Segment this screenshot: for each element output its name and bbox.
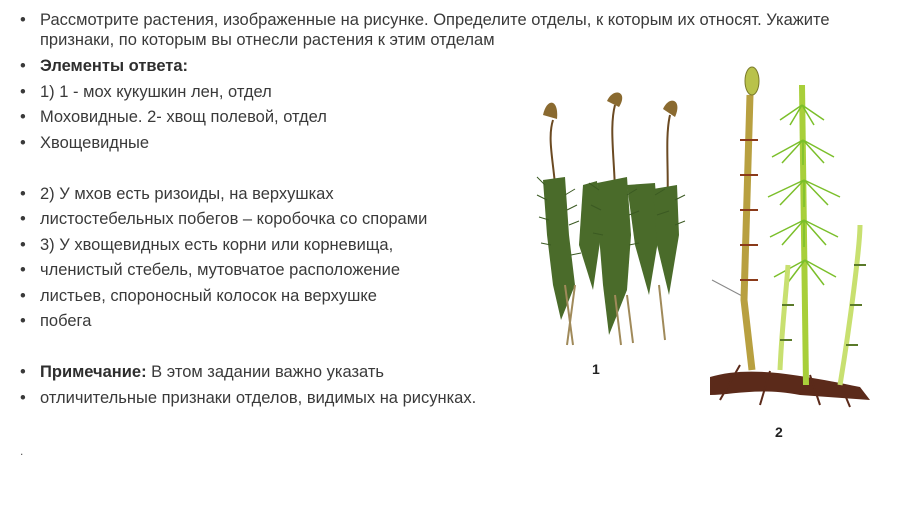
answer-line-text: побега	[40, 312, 92, 330]
bullet-dot: •	[20, 184, 26, 203]
answer-line	[18, 207, 538, 233]
spore-cone	[745, 67, 759, 95]
figure-label-2: 2	[775, 424, 783, 440]
answer-line-text: 3) У хвощевидных есть корни или корневища,	[40, 235, 394, 254]
bullet-dot: •	[20, 108, 26, 126]
bullet-dot: •	[20, 261, 26, 279]
bullet-dot: •	[20, 82, 26, 101]
answer-heading: Элементы ответа:	[40, 57, 189, 75]
note-text: В этом задании важно указать	[146, 363, 384, 381]
note-continuation	[18, 386, 538, 412]
stray-mark: .	[20, 444, 24, 458]
note-label: Примечание:	[40, 363, 147, 381]
answer-line-text: 1) 1 - мох кукушкин лен, отдел	[40, 82, 272, 101]
answer-line-text: листостебельных побегов – коробочка со спорами	[40, 210, 428, 228]
answer-line-text: листьев, спороносный колосок на верхушке	[40, 286, 377, 305]
moss-capsule	[607, 92, 622, 107]
bullet-dot: •	[20, 363, 26, 381]
answer-line-text: 2) У мхов есть ризоиды, на верхушках	[40, 184, 334, 203]
answer-line-text: Хвощевидные	[40, 133, 150, 152]
bullet-dot: •	[20, 286, 26, 305]
answer-heading-bullet	[18, 54, 538, 80]
answer-line	[18, 131, 538, 157]
note-cont-text: отличительные признаки отделов, видимых на рисунках.	[40, 388, 477, 407]
question-bullet	[18, 10, 840, 54]
horsetail-illustration	[710, 65, 885, 410]
question-text: Рассмотрите растения, изображенные на рисунке. Определите отделы, к которым их относят. Укажите признаки, по которым вы отнесли растения к этим отделам	[40, 11, 830, 49]
answer-list	[18, 10, 830, 411]
blank-line	[18, 335, 538, 361]
answer-line	[18, 233, 538, 259]
note-bullet	[18, 360, 538, 386]
bullet-dot: •	[20, 388, 26, 407]
answer-line	[18, 80, 538, 106]
answer-line-text: Моховидные. 2- хвощ полевой, отдел	[40, 108, 327, 126]
bullet-dot: •	[20, 133, 26, 152]
bullet-dot: •	[20, 210, 26, 228]
pointer-line	[712, 280, 744, 297]
answer-line	[18, 182, 538, 208]
moss-capsule	[663, 101, 677, 117]
bullet-dot: •	[20, 312, 26, 330]
answer-line	[18, 284, 538, 310]
answer-line	[18, 105, 538, 131]
moss-capsule	[543, 103, 557, 119]
bullet-dot: •	[20, 11, 26, 29]
answer-line-text: членистый стебель, мутовчатое расположение	[40, 261, 401, 279]
figure-label-1: 1	[592, 361, 600, 377]
bullet-dot: •	[20, 235, 26, 254]
bullet-dot: •	[20, 57, 26, 75]
blank-line	[18, 156, 538, 182]
answer-line	[18, 258, 538, 284]
fertile-stem	[744, 95, 752, 370]
answer-line	[18, 309, 538, 335]
moss-illustration	[535, 85, 690, 350]
